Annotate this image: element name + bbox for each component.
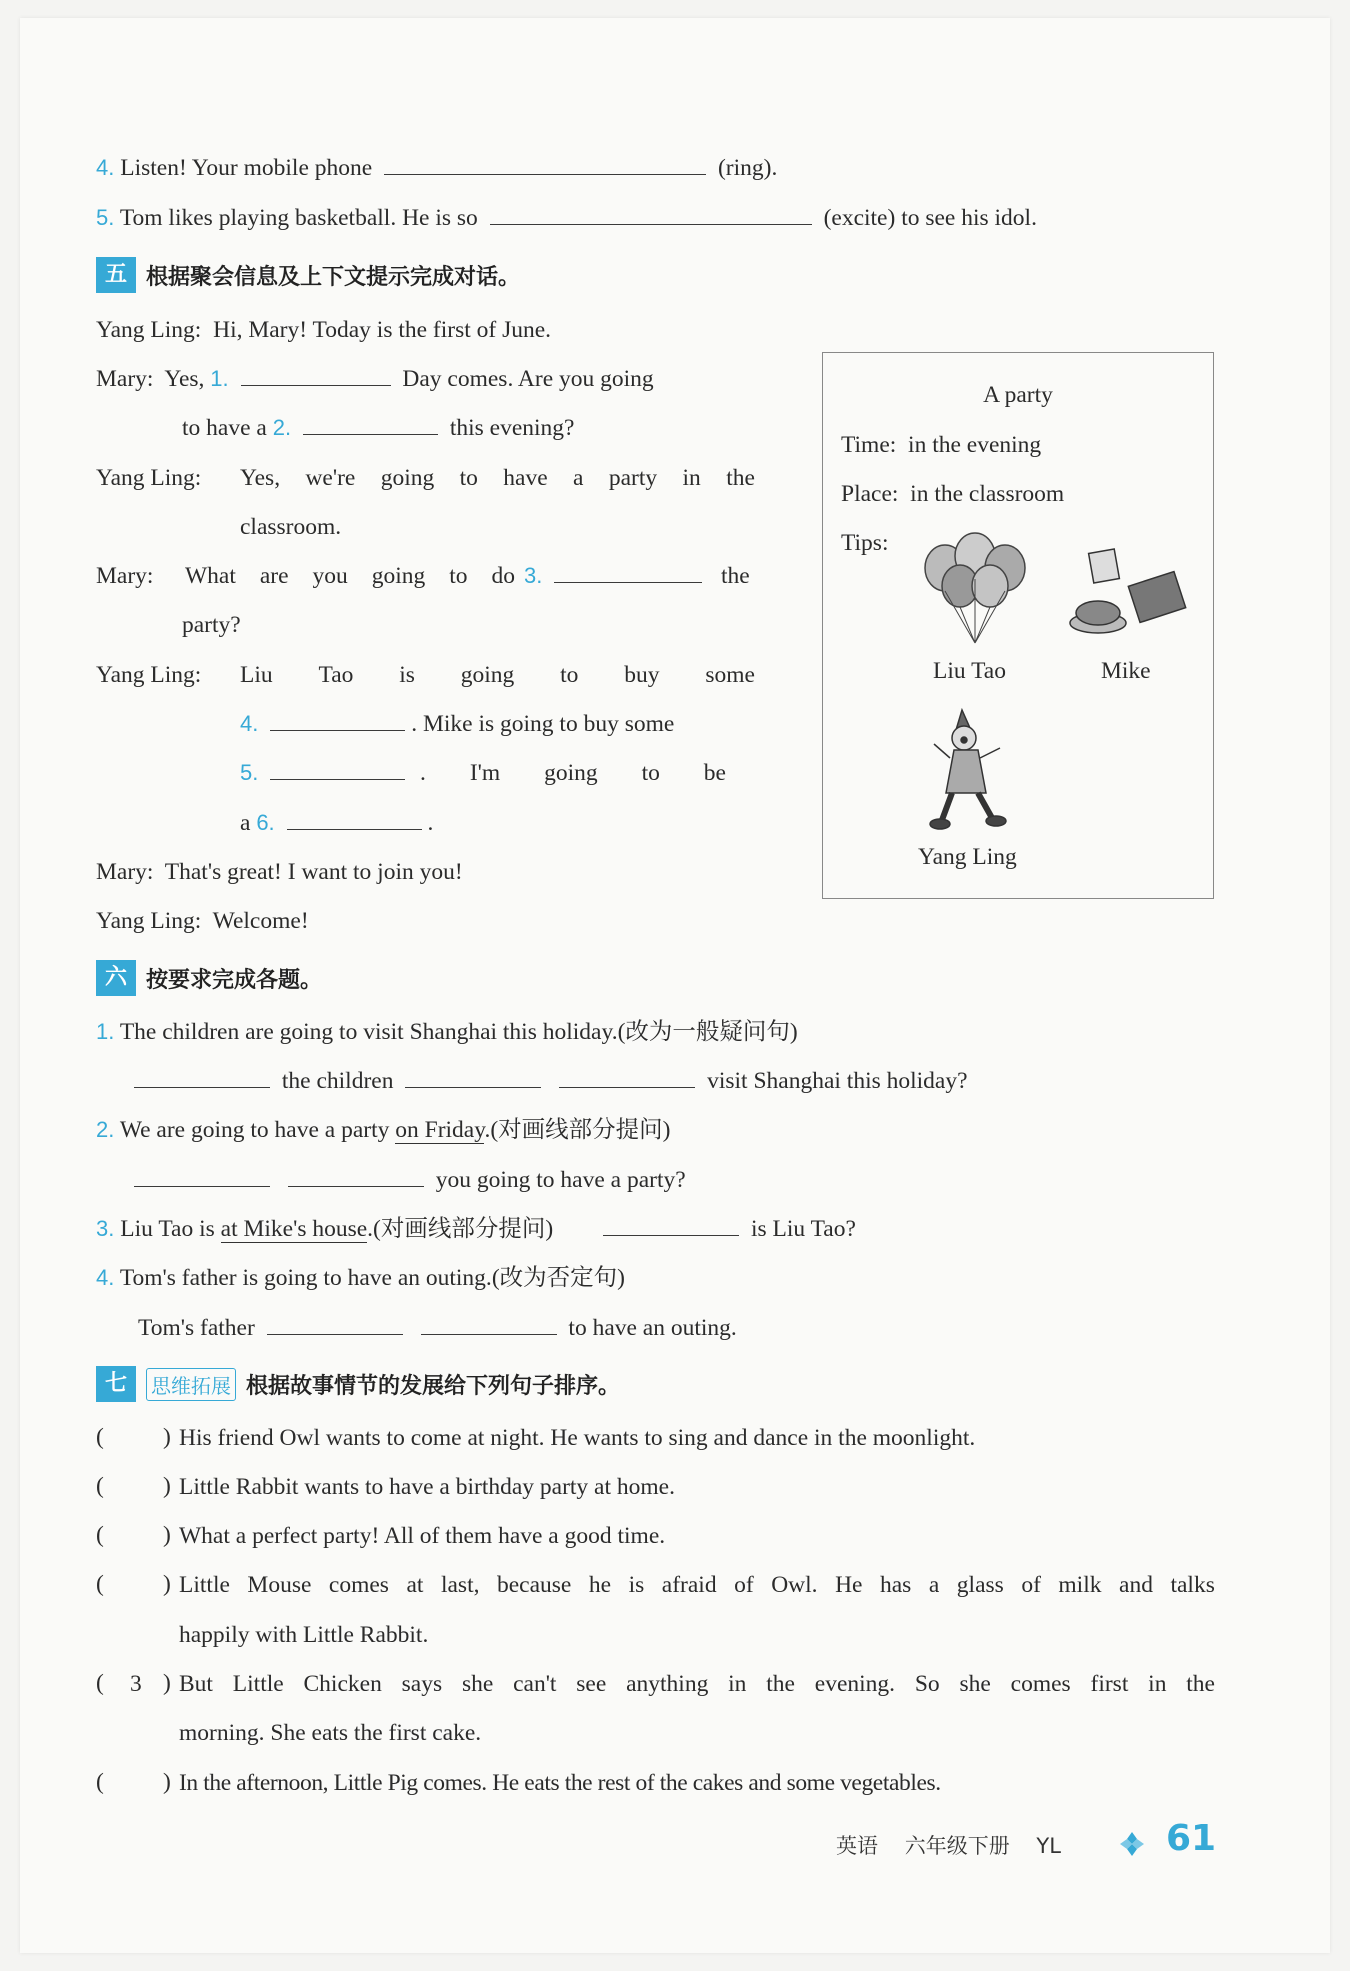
answer-blank[interactable] xyxy=(384,154,706,175)
dialog-line: a 6. . xyxy=(240,810,434,836)
story-sentence-justified xyxy=(179,1670,1215,1698)
word: at xyxy=(406,1572,424,1598)
order-bracket[interactable]: ( xyxy=(96,1522,104,1548)
tip-name: Yang Ling xyxy=(918,844,1017,870)
question-6-3: 3. Liu Tao is at Mike's house.(对画线部分提问) is Liu Tao? xyxy=(96,1216,856,1242)
answer-blank[interactable] xyxy=(421,1314,557,1335)
word: comes xyxy=(328,1572,389,1598)
word: has xyxy=(880,1572,912,1598)
word: Little xyxy=(232,1671,284,1697)
word: to xyxy=(560,662,579,688)
word: Owl. xyxy=(771,1572,818,1598)
word: Mouse xyxy=(247,1572,312,1598)
story-sentence: In the afternoon, Little Pig comes. He eats the rest of the cakes and some vegetables. xyxy=(179,1770,941,1796)
word: because xyxy=(497,1572,572,1598)
word: in xyxy=(682,465,701,491)
dialog-line: Mary: Yes, 1. Day comes. Are you going xyxy=(96,366,654,392)
word: in xyxy=(1148,1671,1167,1697)
word: Chicken xyxy=(303,1671,382,1697)
question-6-1: 1. The children are going to visit Shanghai this holiday.(改为一般疑问句) xyxy=(96,1019,798,1045)
word: party xyxy=(608,465,658,491)
tip-name: Mike xyxy=(1101,658,1151,684)
snacks-icon xyxy=(1063,543,1193,643)
question-6-2: 2. We are going to have a party on Friday.(对画线部分提问) xyxy=(96,1117,671,1143)
order-bracket[interactable]: ( xyxy=(96,1769,104,1795)
word: talks xyxy=(1170,1572,1215,1598)
word: is xyxy=(628,1572,645,1598)
word: . xyxy=(420,760,426,786)
dialog-line: party? xyxy=(182,612,241,638)
speaker: Mary: xyxy=(96,563,154,589)
section-6-header xyxy=(96,960,322,996)
question-5: 5. Tom likes playing basketball. He is so (excite) to see his idol. xyxy=(96,205,1037,231)
order-bracket[interactable]: ( xyxy=(96,1473,104,1499)
answer-blank-4[interactable] xyxy=(270,710,405,731)
word: can't xyxy=(513,1671,557,1697)
story-sentence: Little Rabbit wants to have a birthday party at home. xyxy=(179,1474,675,1500)
word: says xyxy=(401,1671,443,1697)
answer-blank[interactable] xyxy=(134,1166,270,1187)
tip-name: Liu Tao xyxy=(933,658,1006,684)
word: some xyxy=(705,662,755,688)
word: to xyxy=(641,760,660,786)
box-title: A party xyxy=(983,382,1053,408)
word: going xyxy=(380,465,435,491)
section-tag: 思维拓展 xyxy=(146,1368,236,1401)
story-sentence: What a perfect party! All of them have a good time. xyxy=(179,1523,666,1549)
question-4: 4. Listen! Your mobile phone (ring). xyxy=(96,155,778,181)
word: to xyxy=(449,563,468,589)
word: But xyxy=(179,1671,213,1697)
footer-edition: YL xyxy=(1036,1834,1061,1858)
word: of xyxy=(734,1572,754,1598)
dialog-line-justified xyxy=(420,759,726,787)
word: afraid xyxy=(661,1572,717,1598)
word: going xyxy=(460,662,515,688)
word: you xyxy=(312,563,348,589)
answer-blank[interactable] xyxy=(134,1067,270,1088)
section-5-header xyxy=(96,257,520,293)
word: first xyxy=(1090,1671,1129,1697)
dialog-line: 4. . Mike is going to buy some xyxy=(240,711,675,737)
dialog-line-justified xyxy=(240,464,755,492)
answer-blank-5[interactable] xyxy=(270,759,405,780)
question-6-4: 4. Tom's father is going to have an outing.(改为否定句) xyxy=(96,1265,625,1291)
word: we're xyxy=(305,465,356,491)
word: are xyxy=(259,563,289,589)
word: milk xyxy=(1058,1572,1102,1598)
word: of xyxy=(1021,1572,1041,1598)
answer-blank[interactable] xyxy=(559,1067,695,1088)
word: have xyxy=(503,465,548,491)
page-number: 61 xyxy=(1166,1818,1217,1859)
section-title: 按要求完成各题。 xyxy=(146,967,323,993)
word: he xyxy=(588,1572,612,1598)
dialog-line-justified xyxy=(240,661,755,689)
answer-blank[interactable] xyxy=(490,204,812,225)
answer-blank[interactable] xyxy=(288,1166,424,1187)
footer-subject: 英语 xyxy=(836,1834,878,1858)
word: So xyxy=(914,1671,940,1697)
order-bracket[interactable]: ( xyxy=(96,1670,104,1696)
dialog-line: Yang Ling: Welcome! xyxy=(96,908,309,934)
word: going xyxy=(544,760,598,786)
word: comes xyxy=(1010,1671,1071,1697)
party-info-box: A party Time: in the evening Place: in the classroom Tips: Liu Tao Mike Yang Ling xyxy=(822,352,1214,899)
section-badge: 六 xyxy=(96,960,136,996)
word: going xyxy=(371,563,426,589)
word: do xyxy=(491,563,515,589)
answer-blank-3[interactable] xyxy=(554,562,702,583)
dialog-line: classroom. xyxy=(240,514,342,540)
story-sentence-justified xyxy=(179,1571,1215,1599)
clown-icon xyxy=(928,708,1028,833)
word: last, xyxy=(440,1572,480,1598)
page-footer xyxy=(836,1830,1061,1860)
word: she xyxy=(959,1671,991,1697)
word: glass xyxy=(956,1572,1004,1598)
balloons-icon xyxy=(913,528,1043,648)
word: be xyxy=(703,760,726,786)
answer-blank-6[interactable] xyxy=(287,809,422,830)
answer-blank[interactable] xyxy=(603,1215,739,1236)
dialog-line: Mary: That's great! I want to join you! xyxy=(96,859,463,885)
word: I'm xyxy=(469,760,501,786)
word: the xyxy=(726,465,755,491)
order-bracket[interactable]: ( xyxy=(96,1571,104,1597)
section-7-header xyxy=(96,1366,620,1402)
word: Tao xyxy=(318,662,354,688)
speaker: Yang Ling: xyxy=(96,662,202,688)
section-badge: 五 xyxy=(96,257,136,293)
word: a xyxy=(928,1572,940,1598)
word: Yes, xyxy=(240,465,281,491)
word: What xyxy=(185,563,236,589)
word: is xyxy=(399,662,415,688)
dialog-line-justified xyxy=(185,562,515,590)
word: Liu xyxy=(240,662,273,688)
word: she xyxy=(461,1671,494,1697)
word: evening. xyxy=(814,1671,896,1697)
word: a xyxy=(573,465,584,491)
word: Little xyxy=(179,1572,230,1598)
section-title: 根据聚会信息及上下文提示完成对话。 xyxy=(146,264,521,290)
dialog-line: Yang Ling: xyxy=(96,465,202,491)
word: to xyxy=(459,465,478,491)
answer-blank[interactable] xyxy=(405,1067,541,1088)
dialog-line: to have a 2. this evening? xyxy=(182,415,575,441)
word: and xyxy=(1119,1572,1153,1598)
dialog-line: Yang Ling: Hi, Mary! Today is the first of June. xyxy=(96,317,552,343)
word: see xyxy=(576,1671,607,1697)
section-title: 根据故事情节的发展给下列句子排序。 xyxy=(246,1373,621,1399)
word: in xyxy=(728,1671,747,1697)
answer-blank-1[interactable] xyxy=(241,365,391,386)
word: the xyxy=(1186,1671,1215,1697)
word: He xyxy=(835,1572,863,1598)
section-badge: 七 xyxy=(96,1366,136,1402)
diamond-ornament-icon xyxy=(1119,1831,1145,1857)
order-answer: 3 xyxy=(130,1671,142,1697)
word: buy xyxy=(624,662,660,688)
footer-grade: 六年级下册 xyxy=(904,1834,1010,1858)
word: anything xyxy=(626,1671,709,1697)
answer-blank[interactable] xyxy=(267,1314,403,1335)
story-sentence: His friend Owl wants to come at night. He wants to sing and dance in the moonlight. xyxy=(179,1425,976,1451)
order-bracket[interactable]: ( xyxy=(96,1424,104,1450)
word: the xyxy=(766,1671,795,1697)
answer-blank-2[interactable] xyxy=(303,414,438,435)
